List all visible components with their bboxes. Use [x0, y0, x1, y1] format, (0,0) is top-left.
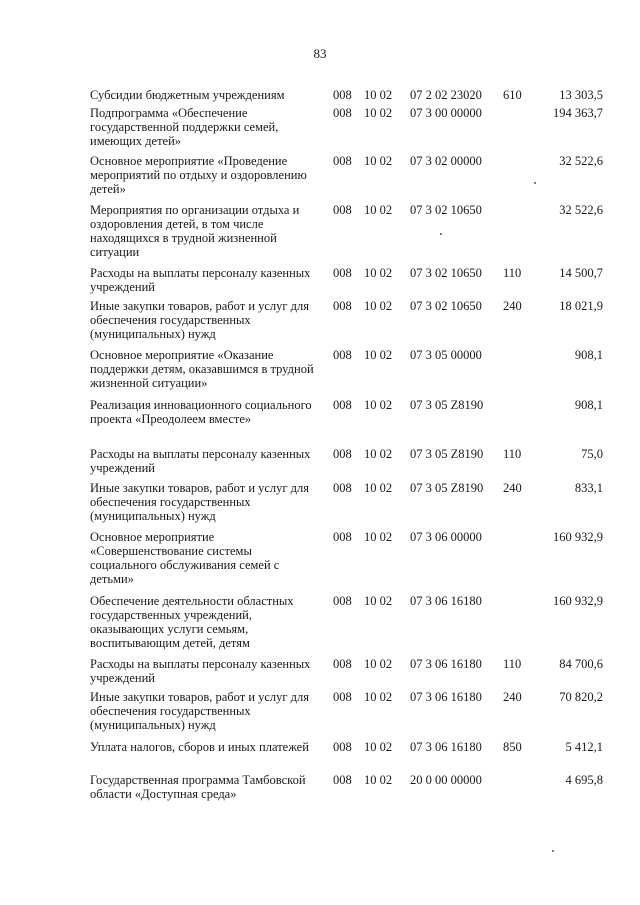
row-amount: 194 363,7	[553, 106, 603, 120]
row-amount: 160 932,9	[553, 594, 603, 608]
row-section-code: 10 02	[364, 657, 393, 671]
row-section-code: 10 02	[364, 740, 393, 754]
row-target-article: 07 3 06 16180	[410, 594, 482, 608]
row-name: Обеспечение деятельности областных государственных учреждений, оказывающих услуги семьям, воспитывающим детей, детям	[90, 594, 294, 650]
row-section-code: 10 02	[364, 530, 393, 544]
row-amount: 908,1	[574, 398, 603, 412]
row-expense-type: 110	[503, 657, 522, 671]
row-section-code: 10 02	[364, 266, 393, 280]
row-expense-type: 110	[503, 447, 522, 461]
scan-speck	[534, 182, 536, 184]
row-amount: 75,0	[581, 447, 603, 461]
row-ministry-code: 008	[333, 773, 352, 787]
row-target-article: 07 3 05 Z8190	[410, 447, 484, 461]
row-amount: 4 695,8	[565, 773, 603, 787]
row-section-code: 10 02	[364, 299, 393, 313]
row-name: Иные закупки товаров, работ и услуг для обеспечения государственных (муниципальных) нужд	[90, 299, 310, 341]
row-amount: 70 820,2	[559, 690, 603, 704]
row-amount: 84 700,6	[559, 657, 603, 671]
row-ministry-code: 008	[333, 447, 352, 461]
row-amount: 14 500,7	[559, 266, 603, 280]
row-name: Подпрограмма «Обеспечение государственной поддержки семей, имеющих детей»	[90, 106, 279, 148]
row-target-article: 07 3 05 Z8190	[410, 481, 484, 495]
row-ministry-code: 008	[333, 481, 352, 495]
scan-speck	[440, 233, 442, 235]
row-target-article: 07 3 06 16180	[410, 740, 482, 754]
row-ministry-code: 008	[333, 88, 352, 102]
row-section-code: 10 02	[364, 398, 393, 412]
row-expense-type: 110	[503, 266, 522, 280]
row-ministry-code: 008	[333, 106, 352, 120]
page-number: 83	[313, 46, 327, 61]
row-name: Основное мероприятие «Оказание поддержки детям, оказавшимся в трудной жизненной ситуации»	[90, 348, 314, 390]
row-name: Реализация инновационного социального проекта «Преодолеем вместе»	[90, 398, 312, 426]
row-section-code: 10 02	[364, 203, 393, 217]
row-name: Основное мероприятие «Проведение мероприятий по отдыху и оздоровлению детей»	[90, 154, 307, 196]
row-expense-type: 240	[503, 690, 522, 704]
row-section-code: 10 02	[364, 773, 393, 787]
row-target-article: 07 3 00 00000	[410, 106, 482, 120]
row-ministry-code: 008	[333, 657, 352, 671]
row-section-code: 10 02	[364, 348, 393, 362]
row-target-article: 07 3 06 16180	[410, 657, 482, 671]
row-target-article: 07 3 02 00000	[410, 154, 482, 168]
row-target-article: 07 3 06 00000	[410, 530, 482, 544]
row-target-article: 20 0 00 00000	[410, 773, 482, 787]
row-ministry-code: 008	[333, 530, 352, 544]
row-name: Уплата налогов, сборов и иных платежей	[90, 740, 309, 754]
row-expense-type: 240	[503, 481, 522, 495]
row-ministry-code: 008	[333, 398, 352, 412]
row-section-code: 10 02	[364, 481, 393, 495]
row-name: Иные закупки товаров, работ и услуг для обеспечения государственных (муниципальных) нужд	[90, 481, 310, 523]
row-name: Иные закупки товаров, работ и услуг для обеспечения государственных (муниципальных) нужд	[90, 690, 310, 732]
row-name: Расходы на выплаты персоналу казенных учреждений	[90, 266, 311, 294]
row-amount: 13 303,5	[559, 88, 603, 102]
row-section-code: 10 02	[364, 447, 393, 461]
row-ministry-code: 008	[333, 594, 352, 608]
row-section-code: 10 02	[364, 690, 393, 704]
row-name: Основное мероприятие «Совершенствование системы социального обслуживания семей с детьми»	[90, 530, 280, 586]
row-amount: 160 932,9	[553, 530, 603, 544]
row-target-article: 07 3 02 10650	[410, 266, 482, 280]
row-name: Расходы на выплаты персоналу казенных учреждений	[90, 447, 311, 475]
row-target-article: 07 3 02 10650	[410, 299, 482, 313]
row-amount: 833,1	[574, 481, 603, 495]
row-name: Расходы на выплаты персоналу казенных учреждений	[90, 657, 311, 685]
row-target-article: 07 3 05 00000	[410, 348, 482, 362]
row-ministry-code: 008	[333, 690, 352, 704]
row-amount: 32 522,6	[559, 203, 603, 217]
row-amount: 32 522,6	[559, 154, 603, 168]
row-amount: 18 021,9	[559, 299, 603, 313]
row-name: Субсидии бюджетным учреждениям	[90, 88, 285, 102]
row-target-article: 07 2 02 23020	[410, 88, 482, 102]
row-amount: 5 412,1	[565, 740, 603, 754]
scan-speck	[552, 850, 554, 852]
row-amount: 908,1	[574, 348, 603, 362]
row-ministry-code: 008	[333, 740, 352, 754]
row-ministry-code: 008	[333, 203, 352, 217]
row-ministry-code: 008	[333, 299, 352, 313]
row-ministry-code: 008	[333, 348, 352, 362]
row-expense-type: 240	[503, 299, 522, 313]
row-section-code: 10 02	[364, 154, 393, 168]
row-target-article: 07 3 02 10650	[410, 203, 482, 217]
row-section-code: 10 02	[364, 594, 393, 608]
row-ministry-code: 008	[333, 154, 352, 168]
row-name: Мероприятия по организации отдыха и оздоровления детей, в том числе находящихся в трудной жизненной ситуации	[90, 203, 300, 259]
row-section-code: 10 02	[364, 106, 393, 120]
row-target-article: 07 3 06 16180	[410, 690, 482, 704]
row-expense-type: 850	[503, 740, 522, 754]
row-expense-type: 610	[503, 88, 522, 102]
row-ministry-code: 008	[333, 266, 352, 280]
row-section-code: 10 02	[364, 88, 393, 102]
row-name: Государственная программа Тамбовской области «Доступная среда»	[90, 773, 306, 801]
row-target-article: 07 3 05 Z8190	[410, 398, 484, 412]
